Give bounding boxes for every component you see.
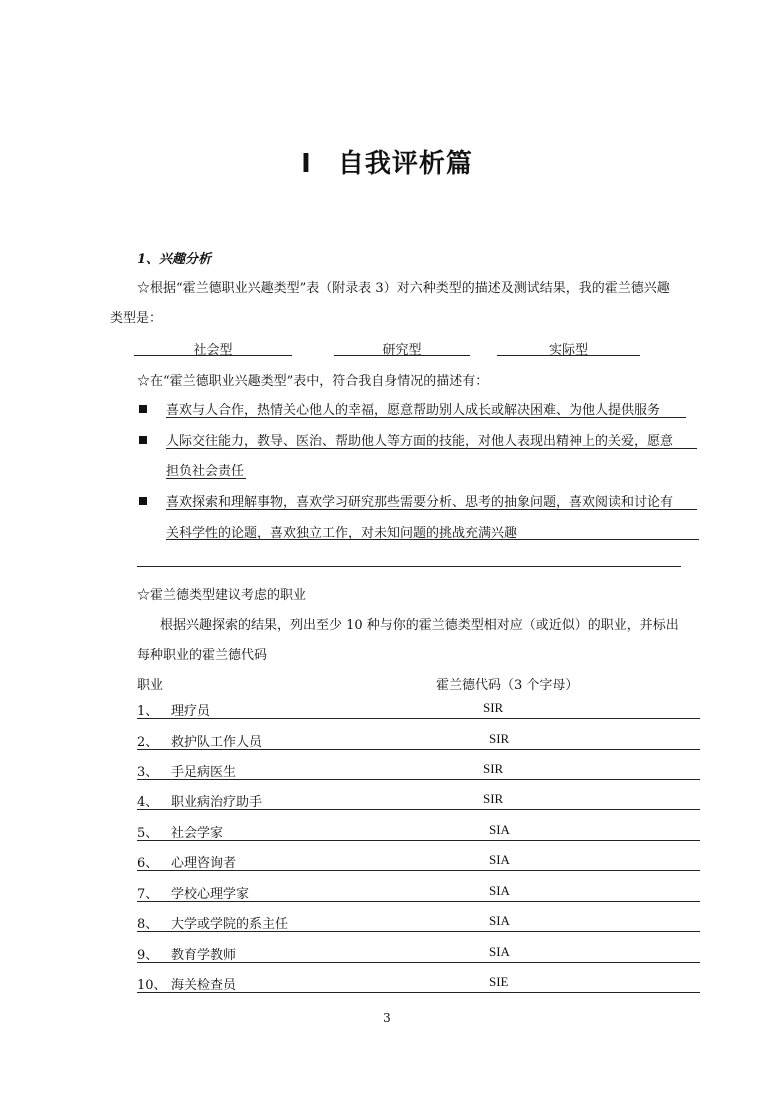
row-code: SIA: [489, 852, 510, 867]
column-header-code: 霍兰德代码（3 个字母）: [436, 678, 579, 693]
row-code: SIA: [489, 944, 510, 959]
bullet-square-icon: [139, 436, 147, 444]
table-row: [137, 972, 700, 993]
table-row: [137, 789, 700, 810]
row-number: 4、: [137, 795, 159, 810]
table-row: [137, 942, 700, 963]
row-code: SIR: [483, 761, 504, 776]
bullet-3-line-1: 喜欢探索和理解事物，喜欢学习研究那些需要分析、思考的抽象问题，喜欢阅读和讨论有: [166, 495, 674, 510]
table-row: [137, 881, 700, 902]
bullet-3-underline-1: [166, 509, 697, 510]
table-row: [137, 911, 700, 932]
bullet-square-icon: [139, 405, 147, 413]
row-code: SIE: [489, 974, 509, 989]
bullet-2-underline-2: [166, 478, 246, 479]
type-2-underline: [334, 355, 470, 356]
table-row: [137, 698, 700, 719]
row-code: SIR: [489, 731, 510, 746]
row-job: 救护队工作人员: [171, 735, 263, 750]
match-intro: ☆在“霍兰德职业兴趣类型”表中，符合我自身情况的描述有：: [137, 374, 489, 389]
careers-heading: ☆霍兰德类型建议考虑的职业: [137, 588, 307, 603]
title-text: 自我评析篇: [337, 149, 473, 179]
row-number: 6、: [137, 856, 159, 871]
row-job: 海关检查员: [171, 978, 237, 993]
row-job: 大学或学院的系主任: [171, 917, 289, 932]
row-number: 2、: [137, 735, 159, 750]
row-number: 8、: [137, 917, 159, 932]
table-row: [137, 850, 700, 871]
column-header-job: 职业: [137, 678, 164, 693]
row-code: SIA: [489, 883, 510, 898]
row-code: SIA: [489, 822, 510, 837]
row-number: 9、: [137, 948, 159, 963]
table-row: [137, 820, 700, 841]
careers-desc-line-2: 每种职业的霍兰德代码: [137, 648, 268, 663]
row-job: 社会学家: [171, 826, 224, 841]
row-number: 5、: [137, 826, 159, 841]
row-job: 学校心理学家: [171, 887, 250, 902]
type-3: 实际型: [548, 343, 588, 358]
row-job: 教育学教师: [171, 948, 237, 963]
type-3-underline: [497, 355, 640, 356]
type-1: 社会型: [193, 343, 233, 358]
bullet-3-line-2: 关科学性的论题，喜欢独立工作，对未知问题的挑战充满兴趣: [166, 526, 518, 541]
careers-desc-line-1: 根据兴趣探索的结果，列出至少 10 种与你的霍兰德类型相对应（或近似）的职业，并标出: [160, 618, 679, 633]
row-job: 心理咨询者: [171, 856, 237, 871]
row-number: 10、: [137, 978, 167, 993]
row-job: 理疗员: [171, 704, 211, 719]
bullet-3-underline-2: [166, 539, 699, 540]
row-number: 1、: [137, 704, 159, 719]
table-row: [137, 729, 700, 750]
row-number: 3、: [137, 765, 159, 780]
row-job: 手足病医生: [171, 765, 237, 780]
bullet-2-line-1: 人际交往能力，教导、医治、帮助他人等方面的技能，对他人表现出精神上的关爱，愿意: [166, 434, 674, 449]
bullet-square-icon: [139, 497, 147, 505]
section-heading-interest: 1、兴趣分析: [137, 252, 212, 267]
bullet-2-underline-1: [166, 448, 697, 449]
row-number: 7、: [137, 887, 159, 902]
bullet-2-line-2: 担负社会责任: [166, 464, 245, 479]
row-code: SIA: [489, 913, 510, 928]
title-roman-numeral: I: [301, 149, 312, 179]
type-2: 研究型: [382, 343, 422, 358]
bullet-1-underline: [166, 417, 686, 418]
page-number: 3: [383, 1011, 391, 1025]
table-row: [137, 759, 700, 780]
intro-line-2: 类型是：: [110, 311, 163, 326]
row-code: SIR: [483, 791, 504, 806]
intro-line-1: ☆根据“霍兰德职业兴趣类型”表（附录表 3）对六种类型的描述及测试结果，我的霍兰德兴趣: [137, 281, 670, 296]
type-1-underline: [134, 355, 292, 356]
blank-answer-line: [137, 566, 681, 567]
row-job: 职业病治疗助手: [171, 795, 263, 810]
page-title: [0, 143, 774, 180]
bullet-1-line-1: 喜欢与人合作，热情关心他人的幸福，愿意帮助别人成长或解决困难、为他人提供服务: [166, 403, 661, 418]
row-code: SIR: [483, 700, 504, 715]
